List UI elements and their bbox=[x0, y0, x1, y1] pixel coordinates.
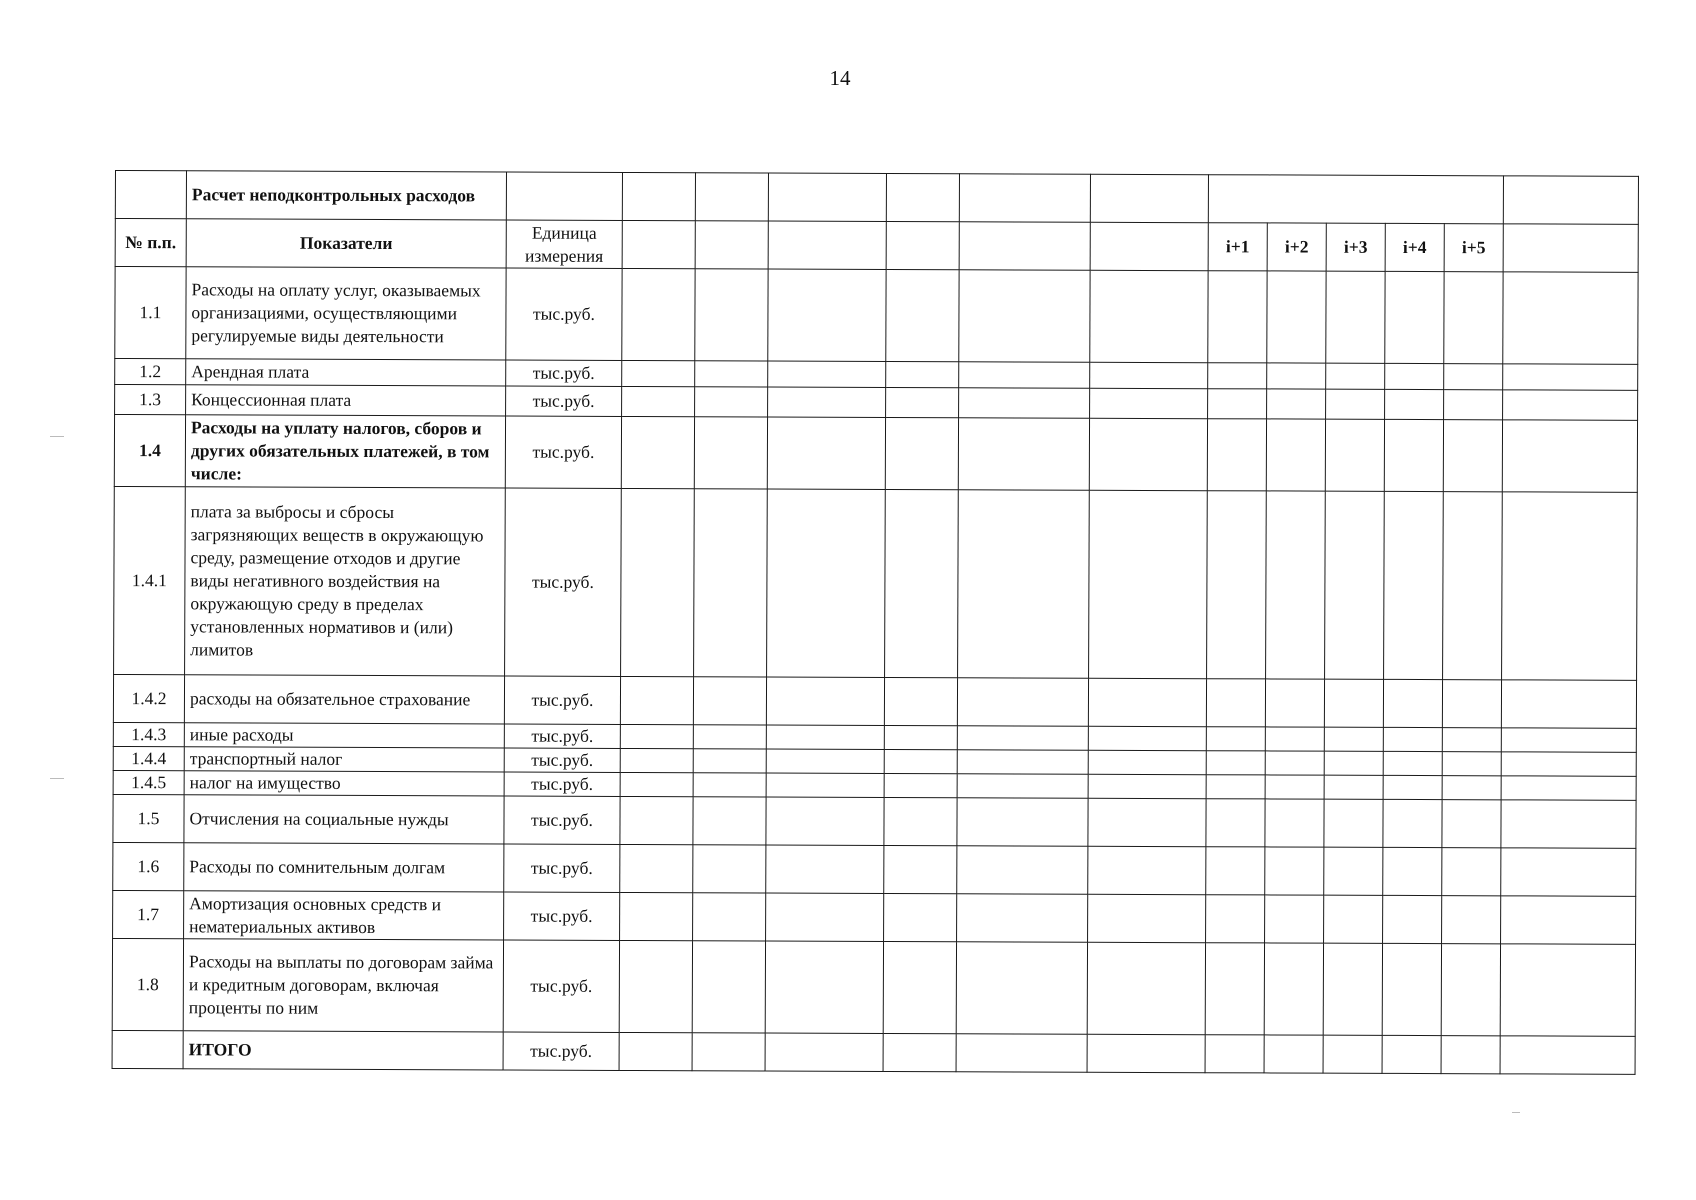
value-cell bbox=[620, 724, 693, 748]
value-cell bbox=[957, 726, 1088, 751]
value-cell bbox=[1500, 944, 1635, 1037]
value-cell bbox=[1383, 775, 1442, 799]
value-cell bbox=[1442, 776, 1501, 800]
table-row bbox=[112, 938, 1635, 1036]
value-cell bbox=[1206, 847, 1265, 895]
value-cell bbox=[1325, 491, 1385, 679]
empty-cell bbox=[1090, 174, 1208, 222]
value-cell bbox=[1089, 490, 1208, 678]
value-cell bbox=[956, 942, 1087, 1035]
empty-cell bbox=[622, 172, 695, 220]
value-cell bbox=[957, 678, 1088, 727]
value-cell bbox=[693, 893, 766, 941]
value-cell bbox=[1267, 363, 1326, 389]
row-number: 1.4.4 bbox=[113, 746, 184, 770]
value-cell bbox=[1090, 270, 1208, 362]
value-cell bbox=[620, 892, 693, 940]
value-cell bbox=[766, 893, 884, 941]
value-cell bbox=[1501, 728, 1636, 753]
table-row bbox=[113, 842, 1636, 896]
row-number: 1.4.3 bbox=[113, 722, 184, 746]
value-cell bbox=[1087, 1034, 1205, 1072]
value-cell bbox=[694, 417, 767, 489]
header-unit: Единица измерения bbox=[506, 220, 622, 268]
value-cell bbox=[1087, 942, 1205, 1034]
page-number: 14 bbox=[829, 66, 851, 90]
value-cell bbox=[884, 773, 957, 797]
value-cell bbox=[1323, 943, 1382, 1035]
value-cell bbox=[1441, 1036, 1500, 1074]
value-cell bbox=[693, 797, 766, 845]
value-cell bbox=[1324, 775, 1383, 799]
row-number: 1.8 bbox=[112, 938, 183, 1030]
table-row bbox=[113, 794, 1636, 848]
value-cell bbox=[1500, 1036, 1635, 1075]
table-title-row bbox=[115, 171, 1638, 225]
value-cell bbox=[768, 269, 886, 361]
value-cell bbox=[1265, 679, 1324, 727]
value-cell bbox=[1324, 679, 1383, 727]
scan-mark bbox=[1512, 1112, 1520, 1113]
value-cell bbox=[1444, 390, 1503, 420]
value-cell bbox=[959, 270, 1090, 363]
empty-cell bbox=[1090, 222, 1208, 270]
table-row bbox=[112, 1030, 1635, 1074]
value-cell bbox=[1208, 363, 1267, 389]
row-indicator: Расходы на оплату услуг, оказываемых организациями, осуществляющими регулируемые виды деятельности bbox=[186, 267, 506, 360]
value-cell bbox=[1090, 362, 1208, 388]
value-cell bbox=[1324, 799, 1383, 847]
column-header-row bbox=[115, 219, 1638, 273]
header-indicator: Показатели bbox=[186, 219, 506, 268]
value-cell bbox=[767, 417, 885, 489]
row-indicator: транспортный налог bbox=[184, 747, 504, 772]
empty-cell bbox=[115, 171, 186, 219]
value-cell bbox=[766, 845, 884, 893]
empty-cell bbox=[1503, 176, 1638, 225]
row-number: 1.2 bbox=[115, 359, 186, 385]
empty-cell bbox=[622, 220, 695, 268]
value-cell bbox=[1206, 679, 1265, 727]
value-cell bbox=[1265, 775, 1324, 799]
value-cell bbox=[1265, 799, 1324, 847]
value-cell bbox=[1088, 846, 1206, 894]
value-cell bbox=[620, 748, 693, 772]
value-cell bbox=[692, 941, 765, 1033]
table-row bbox=[114, 415, 1637, 493]
value-cell bbox=[1382, 943, 1441, 1035]
value-cell bbox=[886, 361, 959, 387]
value-cell bbox=[884, 797, 957, 845]
row-unit: тыс.руб. bbox=[503, 940, 619, 1032]
value-cell bbox=[695, 269, 768, 361]
value-cell bbox=[1442, 896, 1501, 944]
value-cell bbox=[1501, 848, 1636, 897]
value-cell bbox=[620, 844, 693, 892]
row-number: 1.4.1 bbox=[114, 486, 186, 674]
value-cell bbox=[766, 749, 884, 773]
value-cell bbox=[1384, 419, 1443, 491]
value-cell bbox=[1264, 1035, 1323, 1073]
header-period: i+2 bbox=[1267, 223, 1326, 271]
row-indicator: Концессионная плата bbox=[186, 385, 506, 416]
value-cell bbox=[1265, 751, 1324, 775]
row-unit: тыс.руб. bbox=[506, 386, 622, 416]
row-unit: тыс.руб. bbox=[504, 844, 620, 892]
value-cell bbox=[693, 845, 766, 893]
value-cell bbox=[621, 416, 694, 488]
value-cell bbox=[766, 677, 884, 725]
table-title: Расчет неподконтрольных расходов bbox=[186, 171, 506, 220]
value-cell bbox=[1207, 491, 1267, 679]
value-cell bbox=[957, 750, 1088, 775]
header-period: i+1 bbox=[1208, 223, 1267, 271]
value-cell bbox=[1443, 420, 1502, 492]
value-cell bbox=[1324, 847, 1383, 895]
value-cell bbox=[1442, 752, 1501, 776]
value-cell bbox=[956, 1034, 1087, 1073]
value-cell bbox=[693, 749, 766, 773]
value-cell bbox=[1205, 1035, 1264, 1073]
value-cell bbox=[1088, 774, 1206, 798]
value-cell bbox=[1383, 727, 1442, 751]
value-cell bbox=[1205, 943, 1264, 1035]
value-cell bbox=[692, 1033, 765, 1071]
value-cell bbox=[620, 676, 693, 724]
value-cell bbox=[766, 773, 884, 797]
value-cell bbox=[1324, 727, 1383, 751]
row-unit: тыс.руб. bbox=[504, 676, 620, 724]
scan-mark bbox=[50, 778, 64, 779]
row-indicator: Амортизация основных средств и нематериальных активов bbox=[184, 891, 504, 940]
row-number: 1.5 bbox=[113, 794, 184, 842]
value-cell bbox=[1443, 492, 1503, 680]
row-indicator: налог на имущество bbox=[184, 771, 504, 796]
value-cell bbox=[1208, 271, 1267, 363]
value-cell bbox=[1503, 272, 1638, 365]
value-cell bbox=[957, 894, 1088, 943]
header-period: i+5 bbox=[1444, 224, 1503, 272]
value-cell bbox=[695, 387, 768, 417]
value-cell bbox=[622, 268, 695, 360]
row-unit: тыс.руб. bbox=[504, 724, 620, 748]
row-unit: тыс.руб. bbox=[504, 748, 620, 772]
value-cell bbox=[622, 386, 695, 416]
empty-cell bbox=[959, 174, 1090, 223]
value-cell bbox=[1088, 750, 1206, 774]
value-cell bbox=[619, 940, 692, 1032]
row-number: 1.7 bbox=[113, 890, 184, 938]
value-cell bbox=[620, 772, 693, 796]
value-cell bbox=[1502, 492, 1638, 681]
value-cell bbox=[1206, 751, 1265, 775]
value-cell bbox=[1206, 727, 1265, 751]
value-cell bbox=[884, 677, 957, 725]
value-cell bbox=[1265, 895, 1324, 943]
value-cell bbox=[886, 387, 959, 417]
empty-cell bbox=[768, 173, 886, 221]
row-unit: тыс.руб. bbox=[504, 796, 620, 844]
value-cell bbox=[1207, 419, 1266, 491]
value-cell bbox=[884, 893, 957, 941]
value-cell bbox=[958, 418, 1089, 491]
value-cell bbox=[765, 1033, 883, 1071]
value-cell bbox=[1267, 389, 1326, 419]
value-cell bbox=[1265, 727, 1324, 751]
value-cell bbox=[884, 725, 957, 749]
table-row bbox=[113, 674, 1636, 728]
row-number: 1.4 bbox=[114, 415, 185, 487]
header-period: i+4 bbox=[1385, 223, 1444, 271]
value-cell bbox=[1088, 798, 1206, 846]
row-number: 1.3 bbox=[115, 385, 186, 415]
value-cell bbox=[1501, 752, 1636, 777]
value-cell bbox=[1444, 364, 1503, 390]
value-cell bbox=[1326, 389, 1385, 419]
value-cell bbox=[1326, 363, 1385, 389]
empty-cell bbox=[695, 221, 768, 269]
value-cell bbox=[1090, 388, 1208, 418]
value-cell bbox=[693, 773, 766, 797]
value-cell bbox=[767, 489, 886, 677]
value-cell bbox=[1385, 389, 1444, 419]
value-cell bbox=[619, 1032, 692, 1070]
header-number: № п.п. bbox=[115, 219, 186, 267]
value-cell bbox=[1501, 896, 1636, 945]
value-cell bbox=[1323, 1035, 1382, 1073]
value-cell bbox=[886, 269, 959, 361]
value-cell bbox=[766, 797, 884, 845]
value-cell bbox=[1383, 895, 1442, 943]
row-number: 1.4.5 bbox=[113, 770, 184, 794]
value-cell bbox=[1267, 271, 1326, 363]
empty-cell bbox=[695, 173, 768, 221]
value-cell bbox=[959, 362, 1090, 389]
value-cell bbox=[622, 360, 695, 386]
value-cell bbox=[1442, 848, 1501, 896]
value-cell bbox=[1088, 726, 1206, 750]
value-cell bbox=[1441, 944, 1500, 1036]
value-cell bbox=[1206, 799, 1265, 847]
value-cell bbox=[1383, 679, 1442, 727]
row-unit: тыс.руб. bbox=[504, 772, 620, 796]
value-cell bbox=[1442, 800, 1501, 848]
table-row bbox=[113, 890, 1636, 944]
value-cell bbox=[693, 677, 766, 725]
value-cell bbox=[1383, 751, 1442, 775]
value-cell bbox=[1206, 895, 1265, 943]
value-cell bbox=[694, 489, 768, 677]
empty-cell bbox=[886, 221, 959, 269]
value-cell bbox=[1385, 271, 1444, 363]
value-cell bbox=[884, 845, 957, 893]
row-indicator: Отчисления на социальные нужды bbox=[184, 795, 504, 844]
value-cell bbox=[1444, 272, 1503, 364]
value-cell bbox=[765, 941, 883, 1033]
value-cell bbox=[1442, 680, 1501, 728]
value-cell bbox=[1326, 271, 1385, 363]
value-cell bbox=[1266, 491, 1326, 679]
row-unit: тыс.руб. bbox=[506, 268, 622, 360]
row-indicator: Расходы на выплаты по договорам займа и кредитным договорам, включая проценты по ним bbox=[183, 939, 503, 1032]
value-cell bbox=[957, 846, 1088, 895]
row-indicator: ИТОГО bbox=[183, 1031, 503, 1070]
value-cell bbox=[768, 361, 886, 387]
value-cell bbox=[883, 1033, 956, 1071]
value-cell bbox=[620, 796, 693, 844]
table-row bbox=[115, 267, 1638, 365]
empty-cell bbox=[506, 172, 622, 220]
row-indicator: плата за выбросы и сбросы загрязняющих веществ в окружающую среду, размещение отходов и другие виды негативного воздействия на окружающую среду в пределах установленных нормативов и (или) лимитов bbox=[185, 487, 506, 676]
scan-mark bbox=[50, 436, 64, 437]
value-cell bbox=[1089, 418, 1207, 490]
value-cell bbox=[885, 417, 958, 489]
value-cell bbox=[1383, 799, 1442, 847]
table-row bbox=[114, 486, 1638, 680]
empty-cell bbox=[886, 173, 959, 221]
value-cell bbox=[1382, 1035, 1441, 1073]
row-indicator: иные расходы bbox=[184, 723, 504, 748]
value-cell bbox=[1442, 728, 1501, 752]
row-indicator: Расходы по сомнительным долгам bbox=[184, 843, 504, 892]
value-cell bbox=[1266, 419, 1325, 491]
empty-cell bbox=[768, 221, 886, 269]
value-cell bbox=[959, 388, 1090, 419]
value-cell bbox=[1503, 390, 1638, 421]
value-cell bbox=[1324, 751, 1383, 775]
row-indicator: Расходы на уплату налогов, сборов и других обязательных платежей, в том числе: bbox=[185, 415, 505, 488]
value-cell bbox=[695, 361, 768, 387]
value-cell bbox=[1325, 419, 1384, 491]
value-cell bbox=[1264, 943, 1323, 1035]
value-cell bbox=[1503, 364, 1638, 391]
row-unit: тыс.руб. bbox=[505, 488, 622, 676]
row-unit: тыс.руб. bbox=[504, 892, 620, 940]
value-cell bbox=[1088, 894, 1206, 942]
row-number: 1.1 bbox=[115, 267, 186, 359]
value-cell bbox=[957, 774, 1088, 799]
value-cell bbox=[1501, 680, 1636, 729]
value-cell bbox=[958, 490, 1090, 679]
value-cell bbox=[1384, 491, 1444, 679]
value-cell bbox=[1324, 895, 1383, 943]
value-cell bbox=[1206, 775, 1265, 799]
row-indicator: Арендная плата bbox=[186, 359, 506, 386]
row-unit: тыс.руб. bbox=[503, 1032, 619, 1070]
empty-cell bbox=[959, 222, 1090, 271]
value-cell bbox=[766, 725, 884, 749]
value-cell bbox=[621, 488, 695, 676]
value-cell bbox=[883, 941, 956, 1033]
value-cell bbox=[957, 798, 1088, 847]
value-cell bbox=[1502, 420, 1637, 493]
value-cell bbox=[1383, 847, 1442, 895]
empty-cell bbox=[1503, 224, 1638, 273]
row-number bbox=[112, 1030, 183, 1068]
row-number: 1.4.2 bbox=[113, 674, 184, 722]
row-indicator: расходы на обязательное страхование bbox=[184, 675, 504, 724]
value-cell bbox=[768, 387, 886, 417]
noncontrollable-expenses-table bbox=[112, 170, 1639, 1075]
value-cell bbox=[885, 489, 959, 677]
value-cell bbox=[884, 749, 957, 773]
value-cell bbox=[1265, 847, 1324, 895]
value-cell bbox=[1501, 800, 1636, 849]
row-number: 1.6 bbox=[113, 842, 184, 890]
value-cell bbox=[1501, 776, 1636, 801]
value-cell bbox=[1208, 389, 1267, 419]
row-unit: тыс.руб. bbox=[506, 360, 622, 386]
value-cell bbox=[1088, 678, 1206, 726]
periods-group-header bbox=[1208, 175, 1503, 224]
row-unit: тыс.руб. bbox=[505, 416, 621, 488]
value-cell bbox=[1385, 363, 1444, 389]
header-period: i+3 bbox=[1326, 223, 1385, 271]
value-cell bbox=[693, 725, 766, 749]
